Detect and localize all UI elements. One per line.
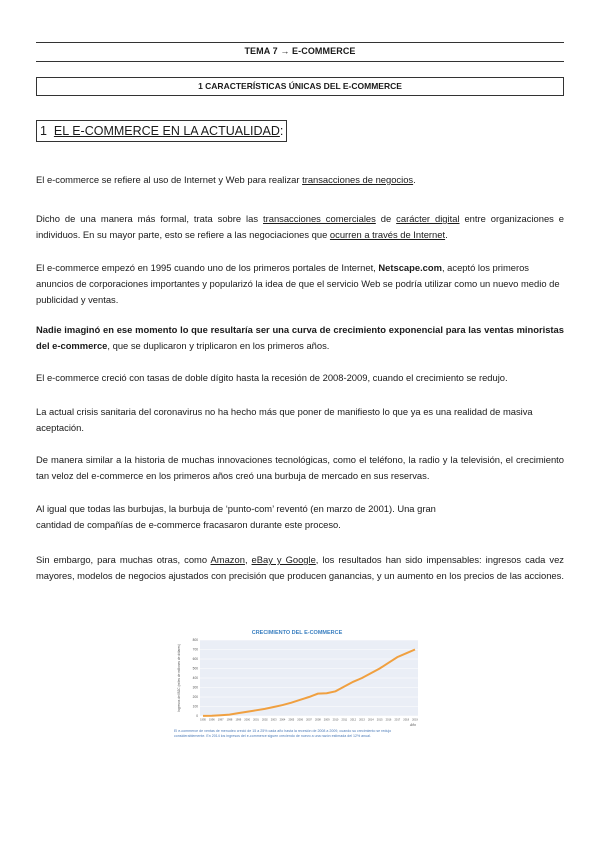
link-caracter-digital[interactable]: carácter digital bbox=[396, 213, 460, 224]
text: Dicho de una manera más formal, trata sobre las bbox=[36, 213, 263, 224]
chart-title: CRECIMIENTO DEL E-COMMERCE bbox=[251, 630, 343, 636]
chart-xtick-label: 2004 bbox=[279, 718, 286, 722]
chart-ytick-label: 600 bbox=[192, 657, 198, 661]
chart-xtick-label: 2001 bbox=[253, 718, 259, 722]
section-heading-colon: : bbox=[279, 124, 284, 138]
text: Al igual que todas las burbujas, la burbuja de ‘punto-com’ reventó (en marzo de 2001). Una gran bbox=[36, 503, 436, 514]
text: El e-commerce se refiere al uso de Internet y Web para realizar bbox=[36, 174, 303, 185]
text: entre organizaciones e individuos. En su mayor parte, esto se refiere a las negociaciones que bbox=[36, 213, 565, 240]
chart-xtick-label: 2012 bbox=[350, 718, 357, 722]
text: El e-commerce empezó en 1995 cuando uno de los primeros portales de Internet, bbox=[36, 262, 379, 273]
chart-xtick-label: 2016 bbox=[385, 718, 392, 722]
paragraph-7: De manera similar a la historia de muchas innovaciones tecnológicas, como el teléfono, la radio y la televisión, el crecimiento tan veloz del e-commerce en los primeros años creó una burbuja de mercado en sus reservas. bbox=[36, 454, 564, 481]
chart-xtick-label: 2005 bbox=[288, 718, 295, 722]
text: , bbox=[244, 554, 252, 565]
chart-ytick-label: 800 bbox=[192, 638, 198, 642]
chart-ytick-label: 700 bbox=[192, 647, 198, 652]
chart-xtick-label: 1995 bbox=[200, 718, 206, 722]
chart-xtick-label: 2009 bbox=[323, 718, 330, 722]
text: , los resultados han sido impensables: ingresos cada vez mayores, modelos de negocios ajustados con precisión que producen ganancias, y un aumento en los precios de las acciones. bbox=[36, 554, 564, 581]
chart-xtick-label: 2007 bbox=[306, 718, 312, 722]
chart-xtick-label: 2006 bbox=[297, 718, 304, 722]
chart-svg bbox=[170, 625, 425, 750]
chart-ytick-label: 400 bbox=[192, 676, 198, 680]
chart-ytick-label: 100 bbox=[192, 704, 198, 709]
section-heading bbox=[36, 120, 287, 142]
chart-xtick-label: 1999 bbox=[235, 718, 242, 722]
text: Sin embargo, para muchas otras, como bbox=[36, 554, 211, 565]
header-bottom-rule bbox=[36, 61, 564, 62]
chart-xlabel: Año bbox=[409, 723, 416, 727]
chart-ytick-label: 0 bbox=[196, 714, 198, 718]
chart-xtick-label: 2015 bbox=[376, 718, 383, 722]
header-top-rule bbox=[36, 42, 564, 43]
chart-xtick-label: 2018 bbox=[403, 718, 410, 722]
chart-ytick-label: 300 bbox=[192, 685, 198, 690]
chart-ytick-label: 200 bbox=[192, 695, 198, 699]
paragraph-6: La actual crisis sanitaria del coronavirus no ha hecho más que poner de manifiesto lo que ya es una realidad de masiva aceptación. bbox=[36, 406, 533, 433]
chart-caption-wrap bbox=[174, 729, 421, 749]
chart-xtick-label: 1998 bbox=[226, 718, 233, 722]
chart-xtick-label: 1996 bbox=[208, 718, 215, 722]
chart-ylabel: Ingresos del B2C (miles de millones de dólares) bbox=[177, 644, 181, 712]
text: , aceptó los primeros anuncios de corporaciones importantes y popularizó la idea de que el servicio Web se podría utilizar como un nuevo medio de publicidad y ventas. bbox=[36, 262, 560, 305]
chart-xtick-label: 2014 bbox=[367, 718, 374, 722]
chart-caption: El e-commerce de ventas de menudeo creció de 15 a 25% cada año hasta la recesión de 2008 a 2009, cuando su crecimiento se redujo considerablemente. En 2014 los ingresos del e-commerce siguen creciendo de nuevo a una razón estimada del 12% anual. bbox=[174, 729, 392, 738]
chart-xtick-label: 2019 bbox=[412, 718, 418, 722]
chart-xtick-label: 2010 bbox=[332, 718, 339, 722]
paragraph-9 bbox=[36, 552, 564, 584]
text: . bbox=[445, 229, 448, 240]
text: . bbox=[413, 174, 416, 185]
paragraph-5: El e-commerce creció con tasas de doble dígito hasta la recesión de 2008-2009, cuando el crecimiento se redujo. bbox=[36, 372, 508, 383]
link-ebay-google[interactable]: eBay y Google bbox=[251, 554, 316, 565]
bold-netscape: Netscape.com bbox=[378, 262, 442, 273]
link-amazon[interactable]: Amazon bbox=[210, 554, 245, 565]
text: , que se duplicaron y triplicaron en los primeros años. bbox=[107, 340, 330, 351]
chart-xtick-label: 2011 bbox=[341, 718, 348, 722]
section-heading-text: EL E-COMMERCE EN LA ACTUALIDAD bbox=[53, 124, 280, 138]
paragraph-8 bbox=[36, 501, 564, 533]
paragraph-3 bbox=[36, 260, 564, 308]
bold-text: Nadie imaginó en ese momento lo que resultaría ser una curva de crecimiento exponencial para las ventas minoristas del e-commerce bbox=[36, 324, 564, 351]
link-transacciones-negocios[interactable]: transacciones de negocios bbox=[302, 174, 414, 185]
chart-ytick-label: 500 bbox=[192, 666, 198, 671]
chart-xtick-label: 2017 bbox=[394, 718, 401, 722]
paragraph-4 bbox=[36, 322, 564, 354]
text: cantidad de compañías de e-commerce fracasaron durante este proceso. bbox=[36, 519, 341, 530]
page-header-title: TEMA 7 → E-COMMERCE bbox=[244, 46, 356, 56]
chart-xtick-label: 2000 bbox=[244, 718, 251, 722]
paragraph-1 bbox=[36, 172, 564, 188]
chart-xtick-label: 2008 bbox=[314, 718, 321, 722]
ecommerce-growth-chart bbox=[170, 625, 425, 750]
chart-xtick-label: 2013 bbox=[359, 718, 365, 722]
link-ocurren-internet[interactable]: ocurren a través de Internet bbox=[329, 229, 446, 240]
paragraph-2 bbox=[36, 211, 564, 243]
chart-xtick-label: 1997 bbox=[217, 718, 224, 722]
section-number: 1 bbox=[40, 124, 47, 138]
text: de bbox=[375, 213, 397, 224]
link-transacciones-comerciales[interactable]: transacciones comerciales bbox=[263, 213, 376, 224]
chart-xtick-label: 2003 bbox=[270, 718, 277, 722]
chapter-box-title: 1 CARACTERÍSTICAS ÚNICAS DEL E-COMMERCE bbox=[36, 77, 564, 96]
chart-xtick-label: 2002 bbox=[261, 718, 268, 722]
